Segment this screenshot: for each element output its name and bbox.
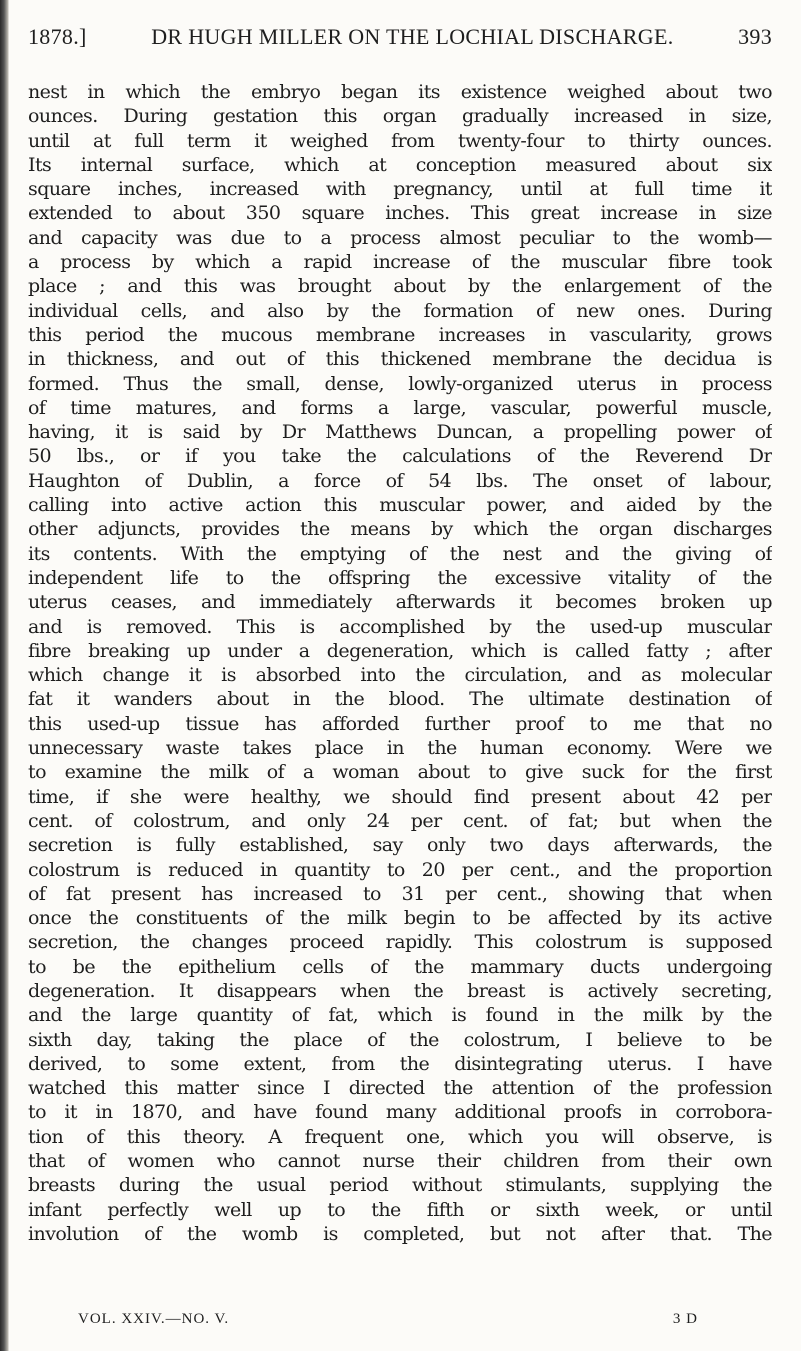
text-line: calling into active action this muscular power, and aided by the (28, 494, 772, 517)
text-line: its contents. With the emptying of the nest and the giving of (28, 542, 772, 565)
text-line: and is removed. This is accomplished by the used-up muscular (28, 615, 772, 638)
text-line: to it in 1870, and have found many additional proofs in corrobora- (28, 1101, 772, 1124)
text-line: unnecessary waste takes place in the human economy. Were we (28, 737, 772, 760)
text-line: nest in which the embryo began its existence weighed about two (28, 81, 772, 103)
text-line: secretion is fully established, say only two days afterwards, the (28, 834, 772, 857)
text-line: time, if she were healthy, we should find present about 42 per (28, 785, 772, 808)
text-line: fibre breaking up under a degeneration, which is called fatty ; after (28, 639, 772, 662)
text-line: place ; and this was brought about by the enlargement of the (28, 275, 772, 298)
text-line: square inches, increased with pregnancy, until at full time it (28, 178, 772, 201)
text-line: to be the epithelium cells of the mammary ducts undergoing (28, 955, 772, 978)
header-year: 1878.] (28, 24, 87, 49)
text-line: this used-up tissue has afforded further proof to me that no (28, 712, 772, 735)
text-line: breasts during the usual period without stimulants, supplying the (28, 1174, 772, 1197)
text-line: uterus ceases, and immediately afterwards it becomes broken up (28, 591, 772, 614)
text-line: formed. Thus the small, dense, lowly-organized uterus in process (28, 372, 772, 395)
text-line: involution of the womb is completed, but not after that. The (28, 1222, 772, 1245)
text-line: to examine the milk of a woman about to give suck for the first (28, 761, 772, 784)
text-line: derived, to some extent, from the disintegrating uterus. I have (28, 1052, 772, 1075)
text-line: tion of this theory. A frequent one, which you will observe, is (28, 1125, 772, 1148)
page-number: 393 (738, 24, 772, 49)
text-line: secretion, the changes proceed rapidly. This colostrum is supposed (28, 931, 772, 954)
text-line: degeneration. It disappears when the breast is actively secreting, (28, 979, 772, 1002)
text-line: cent. of colostrum, and only 24 per cent. of fat; but when the (28, 809, 772, 832)
running-header (28, 24, 772, 50)
text-line: individual cells, and also by the formation of new ones. During (28, 299, 772, 322)
text-line: of time matures, and forms a large, vascular, powerful muscle, (28, 396, 772, 419)
text-line: ounces. During gestation this organ gradually increased in size, (28, 105, 772, 128)
text-line: independent life to the offspring the excessive vitality of the (28, 566, 772, 589)
text-line: a process by which a rapid increase of the muscular fibre took (28, 251, 772, 274)
text-line: that of women who cannot nurse their children from their own (28, 1150, 772, 1173)
text-line: and the large quantity of fat, which is found in the milk by the (28, 1004, 772, 1027)
running-title: DR HUGH MILLER ON THE LOCHIAL DISCHARGE. (151, 24, 674, 49)
text-line: 50 lbs., or if you take the calculations of the Reverend Dr (28, 445, 772, 468)
text-line: other adjuncts, provides the means by which the organ discharges (28, 518, 772, 541)
text-line: having, it is said by Dr Matthews Duncan, a propelling power of (28, 421, 772, 444)
text-line: infant perfectly well up to the fifth or sixth week, or until (28, 1198, 772, 1221)
text-line: until at full term it weighed from twenty-four to thirty ounces. (28, 129, 772, 152)
text-line: in thickness, and out of this thickened membrane the decidua is (28, 348, 772, 371)
text-line: Its internal surface, which at conception measured about six (28, 153, 772, 176)
text-line: colostrum is reduced in quantity to 20 per cent., and the proportion (28, 858, 772, 881)
text-line: fat it wanders about in the blood. The ultimate destination of (28, 688, 772, 711)
text-line: once the constituents of the milk begin to be affected by its active (28, 907, 772, 930)
text-line: and capacity was due to a process almost peculiar to the womb— (28, 226, 772, 249)
signature-mark: 3 D (672, 1311, 698, 1327)
text-line: sixth day, taking the place of the colostrum, I believe to be (28, 1028, 772, 1051)
book-spine-shadow (0, 0, 9, 1351)
text-line: Haughton of Dublin, a force of 54 lbs. The onset of labour, (28, 469, 772, 492)
page-footer (78, 1311, 698, 1328)
text-line: extended to about 350 square inches. This great increase in size (28, 202, 772, 225)
text-line: this period the mucous membrane increases in vascularity, grows (28, 323, 772, 346)
text-line: watched this matter since I directed the attention of the profession (28, 1077, 772, 1100)
text-line: which change it is absorbed into the circulation, and as molecular (28, 664, 772, 687)
body-text (28, 80, 772, 1246)
text-line: of fat present has increased to 31 per cent., showing that when (28, 882, 772, 905)
volume-info: VOL. XXIV.—NO. V. (78, 1311, 230, 1327)
